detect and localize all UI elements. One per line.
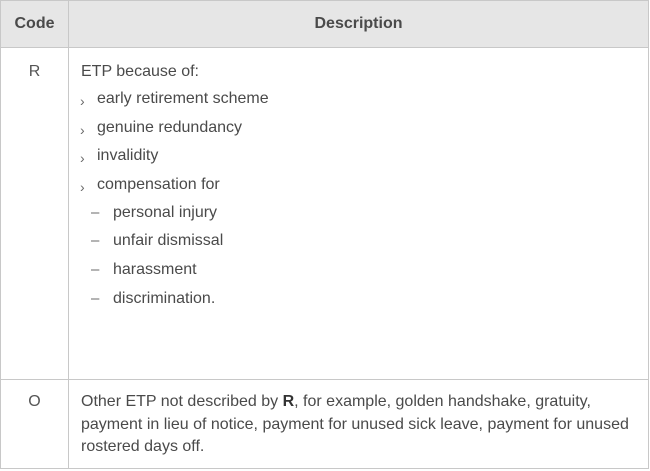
sub-bullet-item: harassment bbox=[113, 261, 197, 278]
chevron-right-icon: › bbox=[80, 179, 85, 195]
table-header bbox=[1, 1, 648, 48]
sub-bullet-item: personal injury bbox=[113, 204, 218, 221]
dash-icon: – bbox=[91, 204, 100, 221]
row-code-r: R bbox=[28, 63, 41, 80]
row-code-o: O bbox=[28, 393, 41, 410]
row-o-description bbox=[81, 391, 631, 459]
bullet-item: compensation for bbox=[97, 176, 220, 193]
code-reference: R bbox=[282, 393, 295, 410]
description-text: Other ETP not described by bbox=[81, 393, 283, 410]
dash-icon: – bbox=[91, 290, 100, 307]
column-header-code: Code bbox=[14, 15, 55, 32]
column-header-description: Description bbox=[314, 15, 403, 32]
chevron-right-icon: › bbox=[80, 93, 85, 109]
row-r-intro: ETP because of: bbox=[81, 63, 199, 80]
row-divider bbox=[1, 379, 648, 380]
description-text-continued: , for example, golden handshake, gratuity, payment in lieu of notice, payment for unused sick leave, payment for unused rostered days off. bbox=[81, 393, 629, 455]
bullet-item: genuine redundancy bbox=[97, 119, 243, 136]
chevron-right-icon: › bbox=[80, 122, 85, 138]
column-divider bbox=[68, 1, 69, 468]
dash-icon: – bbox=[91, 232, 100, 249]
sub-bullet-item: discrimination. bbox=[113, 290, 216, 307]
dash-icon: – bbox=[91, 261, 100, 278]
chevron-right-icon: › bbox=[80, 150, 85, 166]
bullet-item: invalidity bbox=[97, 147, 159, 164]
sub-bullet-item: unfair dismissal bbox=[113, 232, 224, 249]
bullet-item: early retirement scheme bbox=[97, 90, 269, 107]
